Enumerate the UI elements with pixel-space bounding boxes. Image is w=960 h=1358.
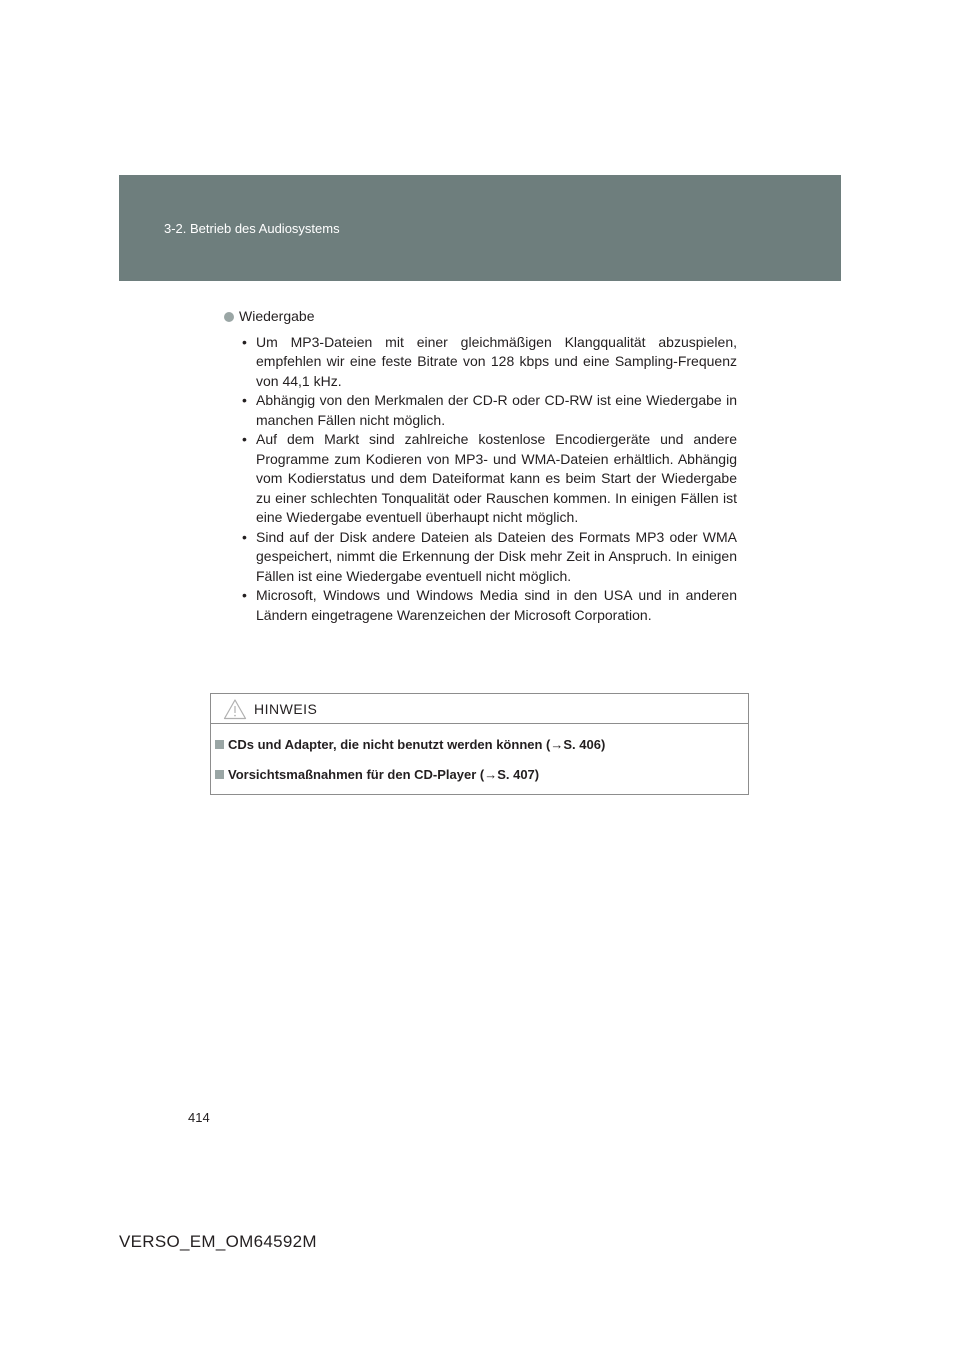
page-number: 414 — [188, 1110, 210, 1125]
list-item — [227, 430, 737, 528]
notice-box — [210, 693, 749, 795]
notice-item-text: CDs und Adapter, die nicht benutzt werden können (→S. 406) — [228, 737, 606, 752]
list-item — [227, 586, 737, 625]
notice-list — [215, 736, 745, 796]
list-item-text: Um MP3-Dateien mit einer gleichmäßigen Klangqualität abzuspielen, empfehlen wir eine feste Bitrate von 128 kbps und eine Sampling-Frequenz von 44,1 kHz. — [256, 333, 737, 389]
bullet-mark: • — [242, 333, 247, 350]
subsection-heading — [227, 307, 737, 327]
notice-header — [211, 694, 748, 724]
notice-item-text: Vorsichtsmaßnahmen für den CD-Player (→S. 407) — [228, 767, 540, 782]
list-item-text: Auf dem Markt sind zahlreiche kostenlose Encodiergeräte und andere Programme zum Kodieren von MP3- und WMA-Dateien erhältlich. Abhängig vom Kodierstatus und dem Dateiformat kann es beim Start der Wiedergabe zu einer schlechten Tonqualität oder Rauschen kommen. In einigen Fällen ist eine Wiedergabe eventuell überhaupt nicht möglich. — [256, 431, 737, 525]
bullet-mark: • — [242, 528, 247, 545]
list-item — [227, 528, 737, 587]
warning-icon — [223, 698, 247, 720]
square-bullet-icon — [215, 770, 224, 779]
list-item-text: Microsoft, Windows und Windows Media sind in den USA und in anderen Ländern eingetragene Warenzeichen der Microsoft Corporation. — [256, 587, 737, 623]
section-header-band — [119, 175, 841, 281]
notice-title: HINWEIS — [254, 701, 318, 717]
main-content — [227, 307, 737, 625]
list-item-text: Abhängig von den Merkmalen der CD-R oder CD-RW ist eine Wiedergabe in manchen Fällen nicht möglich. — [256, 392, 737, 428]
bullet-mark: • — [242, 392, 247, 408]
list-item — [227, 333, 737, 392]
list-item — [227, 391, 737, 430]
bullet-list — [227, 333, 737, 626]
circle-bullet-icon — [224, 312, 234, 322]
subsection-heading-text: Wiedergabe — [239, 308, 315, 324]
notice-item — [215, 766, 745, 783]
section-title: 3-2. Betrieb des Audiosystems — [164, 221, 340, 236]
bullet-mark: • — [242, 587, 247, 603]
square-bullet-icon — [215, 740, 224, 749]
document-code: VERSO_EM_OM64592M — [119, 1232, 317, 1251]
bullet-mark: • — [242, 431, 247, 447]
notice-item — [215, 736, 745, 753]
list-item-text: Sind auf der Disk andere Dateien als Dateien des Formats MP3 oder WMA gespeichert, nimmt die Erkennung der Disk mehr Zeit in Anspruch. In einigen Fällen ist eine Wiedergabe eventuell nicht möglich. — [256, 528, 737, 584]
